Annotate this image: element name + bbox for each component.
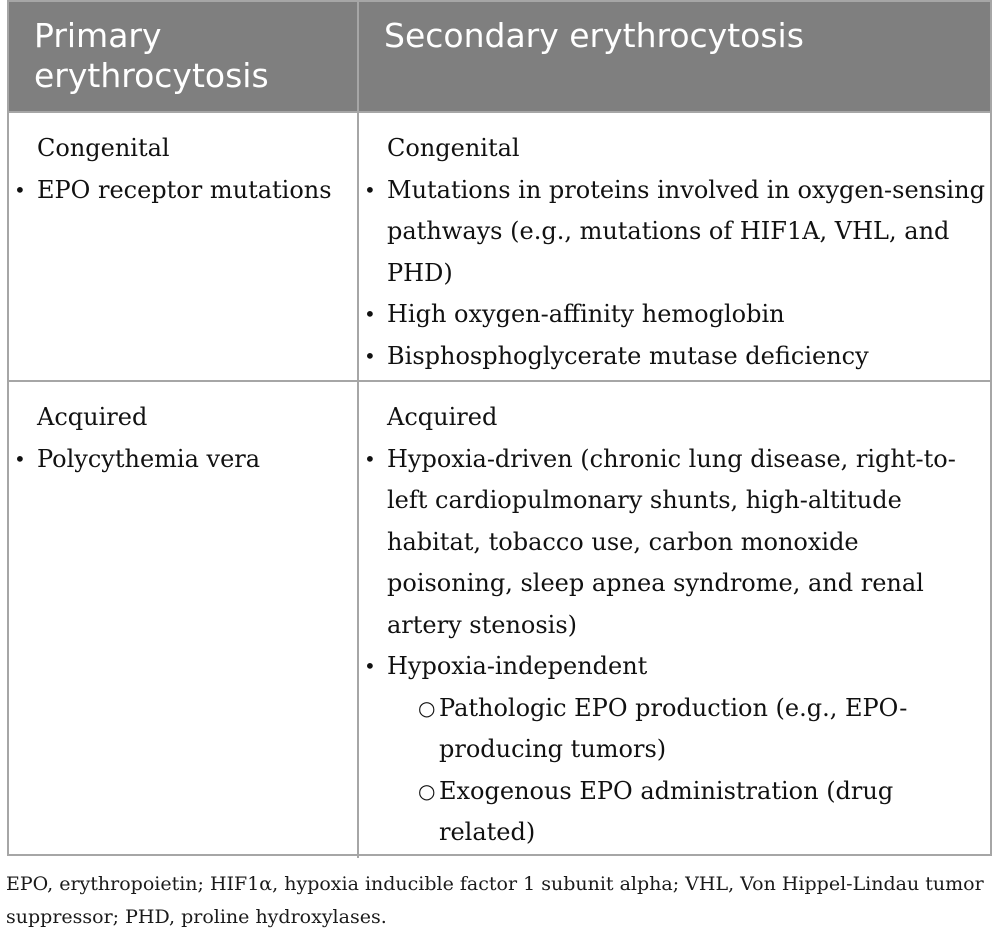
list-item xyxy=(362,170,989,295)
table-row-acquired xyxy=(9,381,990,858)
cell-primary-congenital xyxy=(9,112,358,381)
sub-list-item-text: Exogenous EPO administration (drug related) xyxy=(439,776,894,846)
header-row xyxy=(9,2,990,112)
list-item-text: Mutations in proteins involved in oxygen-sensing pathways (e.g., mutations of HIF1A, VHL, and PHD) xyxy=(387,175,985,287)
bullet-icon: • xyxy=(14,446,26,471)
cell-primary-acquired xyxy=(9,381,358,858)
bullet-icon: • xyxy=(364,654,376,678)
list-item xyxy=(12,439,356,481)
erythrocytosis-table xyxy=(9,2,990,858)
subheading-acquired: Acquired xyxy=(37,403,148,431)
subheading-congenital: Congenital xyxy=(37,134,170,162)
list-item xyxy=(362,439,989,647)
sub-list-item-text: Pathologic EPO production (e.g., EPO-producing tumors) xyxy=(439,693,908,763)
list-item-text: Polycythemia vera xyxy=(37,444,261,473)
cell-secondary-acquired xyxy=(358,381,990,858)
sub-list-item xyxy=(362,688,989,771)
list-item xyxy=(362,646,989,688)
subheading-congenital: Congenital xyxy=(387,134,520,162)
table-footnote: EPO, erythropoietin; HIF1α, hypoxia inducible factor 1 subunit alpha; VHL, Von Hippel-Lindau tumor suppressor; PHD, proline hydroxylases. xyxy=(6,873,984,928)
table-row-congenital xyxy=(9,112,990,381)
bullet-icon: • xyxy=(364,177,376,202)
list-item-text: Bisphosphoglycerate mutase deficiency xyxy=(387,341,869,370)
bullet-icon: • xyxy=(364,302,376,326)
hollow-bullet-icon: ○ xyxy=(418,695,436,720)
sub-list-item xyxy=(362,771,989,854)
bullet-icon: • xyxy=(14,177,26,202)
hollow-bullet-icon: ○ xyxy=(418,778,436,803)
subheading-acquired: Acquired xyxy=(387,403,498,431)
list-item-text: Hypoxia-driven (chronic lung disease, right-to-left cardiopulmonary shunts, high-altitude habitat, tobacco use, carbon monoxide poisoning, sleep apnea syndrome, and renal artery stenosis) xyxy=(387,444,956,639)
bullet-icon: • xyxy=(364,343,376,368)
list-item-text: Hypoxia-independent xyxy=(387,652,648,680)
erythrocytosis-table-container xyxy=(7,0,992,856)
list-item-text: High oxygen-affinity hemoglobin xyxy=(387,300,785,328)
list-item-text: EPO receptor mutations xyxy=(37,175,332,204)
header-secondary-erythrocytosis: Secondary erythrocytosis xyxy=(358,2,990,112)
list-item xyxy=(362,336,989,378)
list-item xyxy=(12,170,356,212)
bullet-icon: • xyxy=(364,446,376,471)
header-primary-erythrocytosis: Primary erythrocytosis xyxy=(9,2,358,112)
list-item xyxy=(362,294,989,336)
cell-secondary-congenital xyxy=(358,112,990,381)
